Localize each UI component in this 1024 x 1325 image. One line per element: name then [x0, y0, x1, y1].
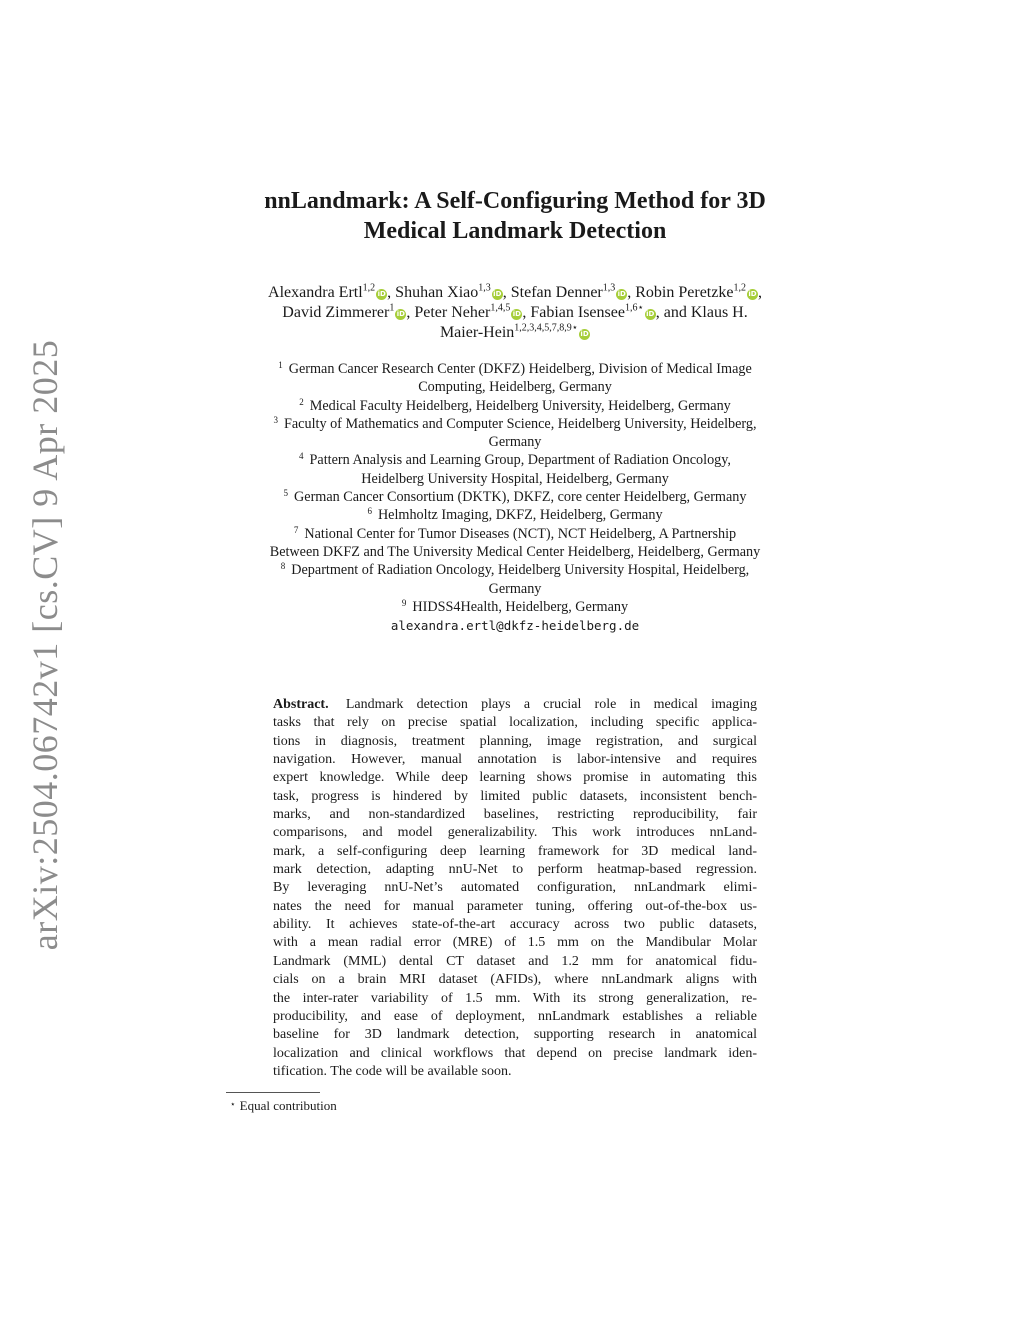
abstract-line: producibility, and ease of deployment, nnLandmark establishes a reliable [273, 1008, 757, 1024]
affiliation-item: $^2$ Medical Faculty Heidelberg, Heidelberg University, Heidelberg, Germany [299, 396, 731, 414]
author-line-3 [200, 323, 830, 343]
abstract-line: Landmark (MML) dental CT dataset and 1.2 mm for anatomical fidu- [273, 953, 757, 969]
abstract-line: Abstract. Landmark detection plays a crucial role in medical imaging [273, 697, 758, 712]
abstract-line: tasks that rely on precise spatial localization, including specific applica- [273, 715, 757, 731]
abstract-line: expert knowledge. While deep learning shows promise in automating this [273, 770, 757, 786]
orcid-icon[interactable]: iD [617, 290, 626, 298]
abstract-line: navigation. However, manual annotation is labor-intensive and requires [273, 752, 757, 768]
abstract-line: tification. The code will be available soon. [273, 1063, 512, 1079]
author-line-2: David Zimmerer$^1$iD, Peter Neher$^{1,4,5}$iD, Fabian Isensee$^{1,6⋆}$iD, and Klaus H. [282, 302, 748, 321]
abstract-line: comparisons, and model generalizability. This work introduces nnLand- [273, 825, 757, 841]
arxiv-id: arXiv:2504.06742v1 [cs.CV] 9 Apr 2025 [25, 339, 65, 951]
orcid-icon[interactable]: iD [646, 310, 655, 318]
abstract-line: By leveraging nnU-Net’s automated configuration, nnLandmark elimi- [273, 880, 757, 896]
orcid-icon[interactable]: iD [512, 310, 521, 318]
abstract-line: with a mean radial error (MRE) of 1.5 mm on the Mandibular Molar [273, 935, 757, 951]
abstract-line: cials on a brain MRI dataset (AFIDs), where nnLandmark aligns with [273, 972, 757, 988]
abstract [273, 696, 757, 1081]
author: Robin Peretzke$^{1,2}$iD [635, 282, 757, 301]
author: Alexandra Ertl$^{1,2}$iD [268, 282, 386, 301]
affiliation-item: $^4$ Pattern Analysis and Learning Group, Department of Radiation Oncology, Heidelberg University Hospital, Heidelberg, Germany [299, 451, 731, 487]
footnote-mark: ⋆ [230, 1099, 236, 1109]
abstract-line: marks, and non-standardized baselines, restricting reproducibility, fair [273, 807, 757, 823]
affiliation-item: $^9$ HIDSS4Health, Heidelberg, Germany [401, 597, 629, 615]
abstract-line: localization and clinical workflows that depend on precise landmark iden- [273, 1045, 757, 1061]
abstract-line: mark, a self-configuring deep learning framework for 3D medical land- [273, 843, 757, 859]
author-list [200, 283, 830, 343]
affiliation-item: $^3$ Faculty of Mathematics and Computer Science, Heidelberg University, Heidelberg, Germany [273, 414, 757, 451]
abstract-heading: Abstract. [273, 697, 329, 712]
footnote-rule [226, 1092, 320, 1093]
paper-title [200, 186, 830, 246]
orcid-icon[interactable]: iD [748, 290, 757, 298]
author: David Zimmerer$^1$iD [282, 302, 405, 321]
abstract-line: nates the need for manual parameter tuning, offering out-of-the-box us- [273, 898, 757, 914]
abstract-line: the inter-rater variability of 1.5 mm. With its strong generalization, re- [273, 990, 757, 1006]
affiliation-item: $^1$ German Cancer Research Center (DKFZ) Heidelberg, Division of Medical Image Computing, Heidelberg, Germany [278, 360, 752, 396]
author: Stefan Denner$^{1,3}$iD [510, 282, 626, 301]
title-line-1: nnLandmark: A Self-Configuring Method for 3D [264, 188, 766, 214]
affiliation-item: $^6$ Helmholtz Imaging, DKFZ, Heidelberg, Germany [367, 506, 663, 524]
footnote [230, 1096, 337, 1114]
title-line-2: Medical Landmark Detection [363, 218, 667, 244]
affiliation-list [200, 360, 830, 636]
author: Peter Neher$^{1,4,5}$iD [414, 302, 521, 321]
affiliation-item: $^8$ Department of Radiation Oncology, Heidelberg University Hospital, Heidelberg, Germany [280, 561, 750, 597]
abstract-line: mark detection, adapting nnU-Net to perform heatmap-based regression. [273, 862, 757, 878]
affiliation-item: $^7$ National Center for Tumor Diseases (NCT), NCT Heidelberg, A Partnership Between DKFZ and The University Medical Center Heidelberg, Heidelberg, Germany [269, 524, 761, 560]
orcid-icon[interactable]: iD [493, 290, 502, 298]
author: Shuhan Xiao$^{1,3}$iD [395, 282, 502, 301]
affiliation-item: $^5$ German Cancer Consortium (DKTK), DKFZ, core center Heidelberg, Germany [283, 488, 747, 506]
abstract-line: task, progress is hindered by limited public datasets, inconsistent bench- [273, 788, 757, 804]
orcid-icon[interactable]: iD [396, 310, 405, 318]
abstract-line: ability. It achieves state-of-the-art accuracy across two public datasets, [273, 917, 757, 933]
orcid-icon[interactable]: iD [377, 290, 386, 298]
author: Maier-Hein$^{1,2,3,4,5,7,8,9⋆}$iD [439, 322, 589, 341]
footnote-text: Equal contribution [239, 1098, 337, 1113]
abstract-line: tions in diagnosis, treatment planning, image registration, and surgical [273, 733, 757, 749]
orcid-icon[interactable]: iD [580, 330, 589, 338]
author-line-1: Alexandra Ertl$^{1,2}$iD, Shuhan Xiao$^{1,3}$iD, Stefan Denner$^{1,3}$iD, Robin Peretzke$^{1,2}$iD, [268, 282, 762, 301]
author: Fabian Isensee$^{1,6⋆}$iD [530, 302, 655, 321]
contact-email[interactable]: alexandra.ertl@dkfz-heidelberg.de [390, 618, 640, 634]
abstract-line: baseline for 3D landmark detection, supporting research in anatomical [273, 1027, 757, 1043]
